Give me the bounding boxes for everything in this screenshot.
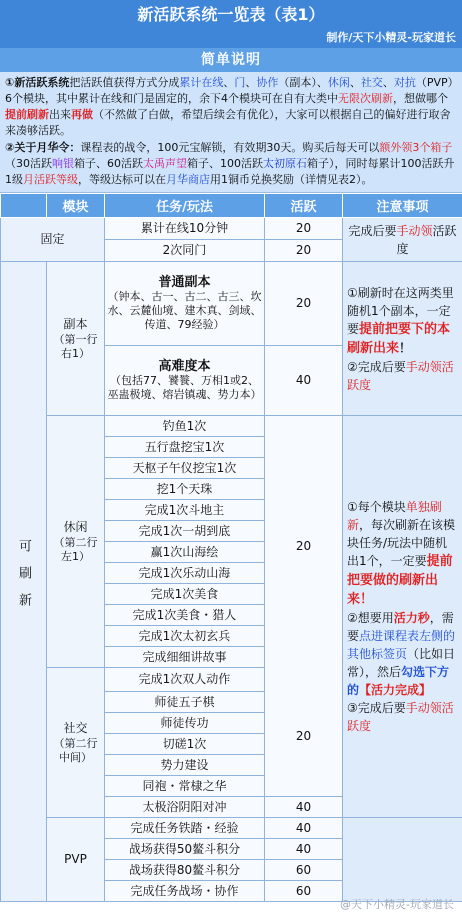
task-cell: 完成1次一胡到底 bbox=[105, 521, 265, 542]
task-cell: 挖1个天珠 bbox=[105, 479, 265, 500]
category-fixed: 固定 bbox=[1, 218, 105, 262]
note-text: ，每次刷新在该模块任务/玩法中随机出1个，一定要 bbox=[347, 518, 456, 568]
category-refreshable bbox=[1, 262, 47, 902]
main-notes bbox=[343, 416, 462, 818]
note-text: ，需要 bbox=[347, 611, 454, 643]
note-red: 手动领 bbox=[396, 223, 433, 238]
note-red: 手动领活跃度 bbox=[347, 359, 454, 392]
task-normal-dungeon bbox=[105, 262, 265, 346]
points-cell: 60 bbox=[265, 860, 343, 881]
task-list: （钟本、古一、古二、古三、坎水、云麓仙境、建木真、剑域、传道、79经验） bbox=[107, 289, 262, 331]
module-name: 副本 bbox=[63, 317, 88, 331]
keyword-red: 月活跃等级 bbox=[23, 173, 78, 186]
intro-lead: ②关于月华令： bbox=[5, 141, 81, 154]
intro-paragraph-1 bbox=[5, 75, 457, 139]
task-cell: 五行盘挖宝1次 bbox=[105, 437, 265, 458]
module-social bbox=[47, 668, 105, 818]
task-cell: 完成1次太初玄兵 bbox=[105, 626, 265, 647]
header-task: 任务/玩法 bbox=[105, 194, 265, 218]
sep: 、 bbox=[382, 76, 394, 89]
note-red: 提前把要做的刷新出来！ bbox=[347, 554, 453, 607]
keyword: 休闲 bbox=[327, 76, 350, 89]
module-sub: （第二行中间） bbox=[53, 737, 98, 764]
module-name: 休闲 bbox=[63, 520, 88, 534]
sep: 、 bbox=[245, 76, 257, 89]
points-cell: 20 bbox=[265, 262, 343, 346]
task-cell: 完成1次双人动作 bbox=[105, 668, 265, 692]
intro-text: （30活跃 bbox=[5, 157, 52, 170]
points-cell: 40 bbox=[265, 797, 343, 818]
task-cell: 战场获得50鳌斗积分 bbox=[105, 839, 265, 860]
points-cell: 40 bbox=[265, 346, 343, 416]
points-cell: 20 bbox=[265, 240, 343, 262]
intro-text: 用1铜币兑换奖励（详情见表2）。 bbox=[210, 173, 373, 186]
sep: 、 bbox=[223, 76, 235, 89]
points-cell: 40 bbox=[265, 839, 343, 860]
points-cell: 20 bbox=[295, 539, 312, 553]
intro-text: 出来 bbox=[49, 108, 71, 121]
note-text: ①每个模块 bbox=[347, 500, 406, 514]
task-cell: 切磋1次 bbox=[105, 734, 265, 755]
dungeon-notes bbox=[343, 262, 462, 416]
keyword: 太禹声望 bbox=[143, 157, 187, 170]
task-cell: 2次同门 bbox=[105, 240, 265, 262]
section-title: 简单说明 bbox=[0, 48, 462, 72]
intro-text: 把活跃值获得方式分成 bbox=[69, 76, 180, 89]
task-cell: 完成任务战场・协作 bbox=[105, 881, 265, 902]
intro-text: 箱子），同时每累计100活跃升1级 bbox=[5, 157, 455, 186]
task-cell: 师徒传功 bbox=[105, 713, 265, 734]
pvp-notes-empty bbox=[343, 818, 462, 902]
task-cell: 完成任务铁踏・经验 bbox=[105, 818, 265, 839]
points-cell: 40 bbox=[265, 818, 343, 839]
note-blue: 点进课程表左侧的其他标签页 bbox=[347, 629, 456, 661]
keyword: 太初原石 bbox=[263, 157, 307, 170]
keyword-red: 额外领3个箱子 bbox=[379, 141, 453, 154]
module-leisure bbox=[47, 416, 105, 668]
note-text: 完成后要 bbox=[348, 223, 397, 238]
fixed-note bbox=[343, 218, 462, 262]
task-cell: 赢1次山海绘 bbox=[105, 542, 265, 563]
keyword: 社交 bbox=[360, 76, 383, 89]
credit-line: 制作/天下小精灵-玩家道长 bbox=[0, 30, 462, 48]
intro-text: ，想做哪个 bbox=[393, 92, 448, 105]
keyword: 月华商店 bbox=[166, 173, 210, 186]
task-cell: 完成1次美食 bbox=[105, 584, 265, 605]
task-cell: 钓鱼1次 bbox=[105, 416, 265, 437]
task-cell: 完成1次美食・猎人 bbox=[105, 605, 265, 626]
points-cell: 20 bbox=[295, 729, 312, 743]
table-row bbox=[1, 218, 462, 240]
task-hard-dungeon bbox=[105, 346, 265, 416]
task-title: 普通副本 bbox=[158, 274, 211, 290]
module-dungeon bbox=[47, 262, 105, 416]
note-text: ①刷新时在这两类里随机1个副本，一定要 bbox=[347, 285, 454, 336]
keyword: 响银 bbox=[52, 157, 74, 170]
intro-lead: ①新活跃系统 bbox=[5, 76, 70, 89]
keyword-red: 提前刷新 bbox=[5, 108, 49, 121]
note-text: ③完成后要 bbox=[347, 701, 406, 715]
module-sub: （第一行右1） bbox=[53, 333, 98, 360]
points-cell: 20 bbox=[265, 218, 343, 240]
intro-text: 箱子、100活跃 bbox=[187, 157, 263, 170]
task-title: 高难度本 bbox=[158, 358, 211, 374]
note-text: ！ bbox=[399, 340, 412, 355]
header-notes: 注意事项 bbox=[343, 194, 462, 218]
task-list: （包括77、饕餮、万相1或2、巫蛊极境、熔岩镇魂、势力本） bbox=[107, 373, 262, 401]
note-text: （比如日常），然后 bbox=[347, 647, 456, 679]
task-cell: 天枢子午仪挖宝1次 bbox=[105, 458, 265, 479]
task-cell: 累计在线10分钟 bbox=[105, 218, 265, 240]
keyword-red: 再做 bbox=[71, 108, 93, 121]
note-text: ②想要用 bbox=[347, 611, 394, 625]
intro-text: （PVP）6个模块，其中累计在线和门是固定的，余下4个模块可在自有大类中 bbox=[5, 76, 454, 105]
points-cell: 60 bbox=[265, 881, 343, 902]
keyword-red: 无限次刷新 bbox=[338, 92, 393, 105]
table-row bbox=[1, 416, 462, 437]
note-text: ②完成后要 bbox=[347, 359, 406, 374]
table-row bbox=[1, 818, 462, 839]
intro-text: （不然做了白做，希望后续会有优化），大家可以根据自己的偏好进行取舍来凑够活跃。 bbox=[5, 108, 451, 137]
task-cell: 战场获得80鳌斗积分 bbox=[105, 860, 265, 881]
intro-paragraph-2 bbox=[5, 140, 457, 188]
note-red: 活力秒 bbox=[393, 611, 430, 625]
watermark: @天下小精灵-玩家道长 bbox=[340, 898, 454, 911]
task-cell: 完成1次斗地主 bbox=[105, 500, 265, 521]
intro-text: ，等级达标可以在 bbox=[78, 173, 166, 186]
intro-text: 课程表的战令，100元宝解锁，有效期30天。购买后每天可以 bbox=[80, 141, 380, 154]
note-red: 【活力完成】 bbox=[359, 683, 432, 697]
task-cell: 完成细细讲故事 bbox=[105, 647, 265, 668]
note-red: 单独刷新 bbox=[347, 500, 442, 532]
header-spacer bbox=[1, 194, 47, 218]
intro-text: （副本）、 bbox=[278, 76, 328, 89]
task-cell: 完成1次乐动山海 bbox=[105, 563, 265, 584]
keyword: 协作 bbox=[256, 76, 279, 89]
keyword: 门 bbox=[234, 76, 246, 89]
page-title: 新活跃系统一览表（表1） bbox=[0, 0, 462, 30]
keyword: 累计在线 bbox=[179, 76, 224, 89]
module-name: 社交 bbox=[63, 721, 88, 735]
task-cell: 势力建设 bbox=[105, 755, 265, 776]
intro-panel bbox=[0, 72, 462, 193]
keyword: 对抗 bbox=[393, 76, 416, 89]
task-cell: 师徒五子棋 bbox=[105, 692, 265, 713]
points-leisure-social bbox=[265, 416, 343, 797]
module-pvp: PVP bbox=[47, 818, 105, 902]
note-text: 活跃度 bbox=[396, 223, 457, 256]
category-refreshable-label: 可刷新 bbox=[16, 538, 31, 620]
note-blue: 勾选下方的 bbox=[347, 665, 450, 697]
header-module: 模块 bbox=[47, 194, 105, 218]
sep: 、 bbox=[349, 76, 361, 89]
task-cell: 太极浴阴阳对冲 bbox=[105, 797, 265, 818]
module-sub: （第二行左1） bbox=[53, 536, 98, 563]
table-header-row bbox=[1, 194, 462, 218]
table-row bbox=[1, 262, 462, 346]
header-points: 活跃 bbox=[265, 194, 343, 218]
note-red: 提前把要下的本刷新出来 bbox=[347, 321, 451, 356]
activity-table bbox=[0, 193, 462, 902]
task-cell: 同袍・常棣之华 bbox=[105, 776, 265, 797]
note-red: 手动领活跃度 bbox=[347, 701, 454, 733]
intro-text: 箱子、60活跃 bbox=[74, 157, 143, 170]
